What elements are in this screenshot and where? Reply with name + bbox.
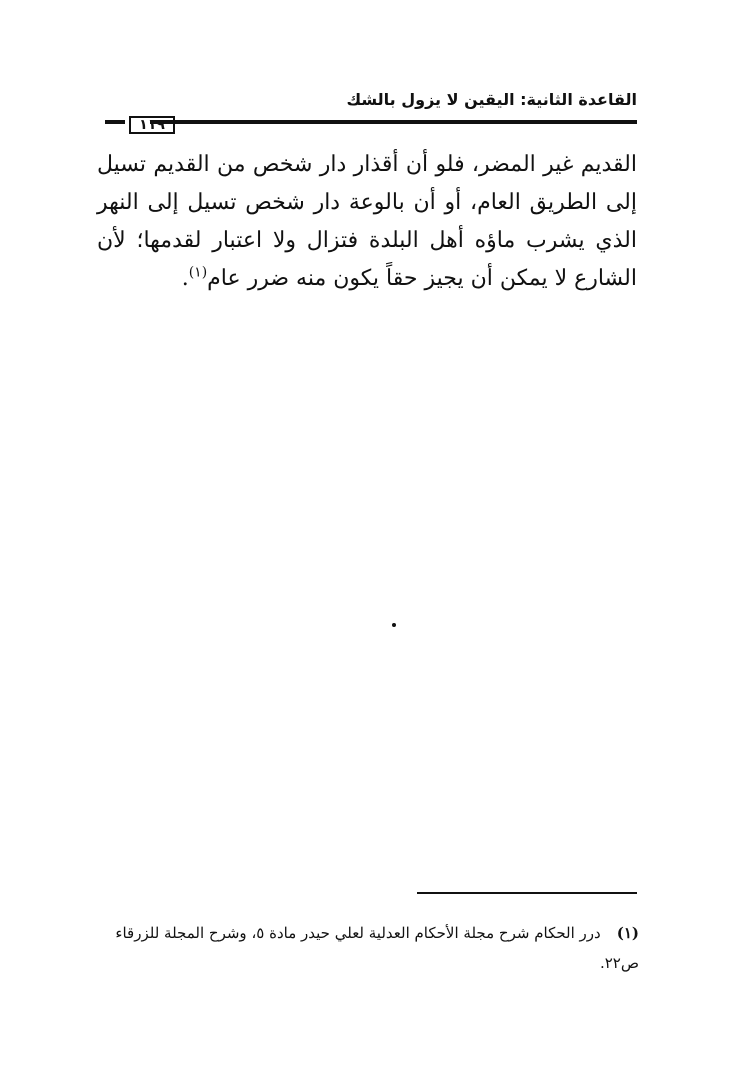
footnotes — [79, 918, 639, 978]
stray-dot — [392, 623, 396, 627]
footnote-item — [79, 918, 639, 978]
page-number: ١١٩ — [129, 116, 175, 134]
footnote-marker: (١) — [616, 924, 639, 942]
body-paragraph — [97, 146, 637, 298]
footnote-reference: (١) — [188, 264, 208, 281]
paragraph-closing: . — [181, 266, 189, 291]
paragraph-text: القديم غير المضر، فلو أن أقذار دار شخص من القديم تسيل إلى الطريق العام، أو أن بالوعة دار شخص تسيل إلى النهر الذي يشرب ماؤه أهل البلدة فتزال ولا اعتبار لقدمها؛ لأن الشارع لا يمكن أن يجيز حقاً يكون منه ضرر عام — [97, 152, 637, 291]
header-double-line-short — [105, 120, 125, 124]
header-rule — [105, 116, 637, 136]
running-title: القاعدة الثانية: اليقين لا يزول بالشك — [346, 90, 637, 109]
footnote-separator — [417, 892, 637, 894]
header-double-line — [150, 120, 637, 124]
footnote-text: درر الحكام شرح مجلة الأحكام العدلية لعلي حيدر مادة ٥، وشرح المجلة للزرقاء ص٢٢. — [115, 924, 639, 972]
